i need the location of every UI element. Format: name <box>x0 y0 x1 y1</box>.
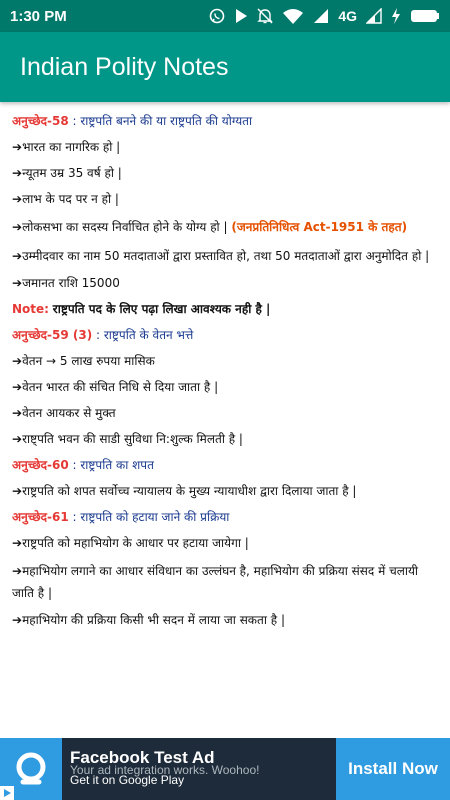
mute-bell-icon <box>257 7 273 25</box>
article-number: अनुच्छेद-61 <box>12 510 69 524</box>
arrow-icon: ➔ <box>12 276 23 290</box>
status-time: 1:30 PM <box>10 7 67 25</box>
arrow-icon: ➔ <box>12 140 23 154</box>
article-title: : राष्ट्रपति के वेतन भत्ते <box>96 328 194 342</box>
list-item <box>12 404 438 423</box>
list-item-text: वेतन → 5 लाख रुपया मासिक <box>22 354 155 368</box>
list-item-text: राष्ट्पति भवन की साडी सुविधा नि:शुल्क मिलती है | <box>22 432 243 446</box>
flash-icon <box>391 8 401 24</box>
arrow-icon: ➔ <box>12 166 23 180</box>
list-item-text: महाभियोग की प्रक्रिया किसी भी सदन में लाया जा सकता है | <box>22 613 286 627</box>
note-label: Note: <box>12 302 49 316</box>
list-item <box>12 138 438 157</box>
signal-icon-2 <box>366 8 382 24</box>
app-bar <box>0 32 450 102</box>
arrow-icon: ➔ <box>12 220 23 234</box>
act-reference: (जनप्रतिनिधित्व Act-1951 के तहत) <box>231 220 408 234</box>
arrow-icon: ➔ <box>12 354 23 368</box>
adchoices-icon[interactable] <box>0 786 14 800</box>
arrow-icon: ➔ <box>12 249 23 263</box>
list-item-text: लोकसभा का सदस्य निर्वाचित होने के योग्य हो | <box>22 220 228 234</box>
play-icon <box>234 8 248 24</box>
list-item <box>12 164 438 183</box>
note <box>12 300 438 319</box>
article-number: अनुच्छेद-60 <box>12 458 69 472</box>
wifi-icon <box>282 8 304 24</box>
article-number: अनुच्छेद-59 (3) <box>12 328 93 342</box>
page-title: Indian Polity Notes <box>20 52 229 81</box>
arrow-icon: ➔ <box>12 564 23 578</box>
article-number: अनुच्छेद-58 <box>12 114 69 128</box>
status-icons <box>209 7 440 25</box>
list-item <box>12 274 438 293</box>
list-item-text: न्यूतम उम्र 35 वर्ष हो | <box>22 166 122 180</box>
section-heading-59 <box>12 326 438 345</box>
list-item-text: जमानत राशि 15000 <box>22 276 120 290</box>
list-item-text: महाभियोग लगाने का आधार संविधान का उल्लंघन है, महाभियोग की प्रक्रिया संसद में चलायी जाति है | <box>12 564 419 600</box>
article-title: : राष्ट्रपति बनने की या राष्ट्रपति की योग्यता <box>72 114 253 128</box>
list-item <box>12 378 438 397</box>
ad-icon[interactable] <box>0 738 62 800</box>
list-item-text: वेतन भारत की संचित निधि से दिया जाता है | <box>22 380 219 394</box>
article-title: : राष्ट्रपति को हटाया जाने की प्रक्रिया <box>72 510 230 524</box>
arrow-icon: ➔ <box>12 536 23 550</box>
ad-faded-subtitle: Your ad integration works. Woohoo! <box>70 763 260 777</box>
arrow-icon: ➔ <box>12 192 23 206</box>
signal-icon <box>313 8 329 24</box>
list-item-text: वेतन आयकर से मुक्त <box>22 406 116 420</box>
list-item-text: लाभ के पद पर न हो | <box>22 192 119 206</box>
list-item-text: राष्ट्रपति को शपत सर्वोच्च न्यायालय के मुख्य न्यायाधीश द्वारा दिलाया जाता है | <box>22 484 357 498</box>
note-text: राष्ट्रपति पद के लिए पढ़ा लिखा आवश्यक नही है | <box>52 302 271 316</box>
arrow-icon: ➔ <box>12 484 23 498</box>
arrow-icon: ➔ <box>12 613 23 627</box>
arrow-icon: ➔ <box>12 432 23 446</box>
list-item <box>12 611 438 630</box>
ad-title: Facebook Test Ad <box>70 748 215 767</box>
ad-subtitle: Get it on Google Play <box>70 773 185 787</box>
notes-content[interactable] <box>0 112 450 732</box>
section-heading-61 <box>12 508 438 527</box>
network-type-label: 4G <box>338 8 357 24</box>
list-item <box>12 245 438 267</box>
list-item-text: राष्ट्रपति को महाभियोग के आधार पर हटाया जायेगा | <box>22 536 249 550</box>
arrow-icon: ➔ <box>12 380 23 394</box>
article-title: : राष्ट्रपति का शपत <box>72 458 154 472</box>
list-item <box>12 482 438 501</box>
battery-icon <box>410 8 440 24</box>
list-item <box>12 352 438 371</box>
arrow-icon: ➔ <box>12 406 23 420</box>
list-item <box>12 534 438 553</box>
ad-banner[interactable] <box>0 738 450 800</box>
section-heading-58 <box>12 112 438 131</box>
list-item <box>12 190 438 209</box>
status-bar <box>0 0 450 32</box>
ad-text[interactable] <box>62 738 336 800</box>
magnifier-icon <box>11 749 51 789</box>
list-item <box>12 560 438 604</box>
list-item-text: भारत का नागरिक हो | <box>22 140 121 154</box>
whatsapp-icon <box>209 8 225 24</box>
list-item <box>12 216 438 238</box>
section-heading-60 <box>12 456 438 475</box>
list-item <box>12 430 438 449</box>
list-item-text: उम्मीदवार का नाम 50 मतदाताओं द्वारा प्रस्तावित हो, तथा 50 मतदाताओं द्वारा अनुमोदित हो | <box>22 249 430 263</box>
install-now-button[interactable]: Install Now <box>336 738 450 800</box>
